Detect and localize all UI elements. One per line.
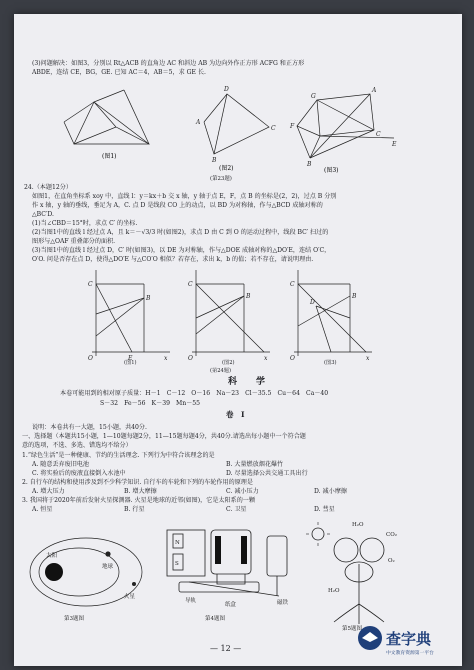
q24f3-label-c: C <box>290 281 295 288</box>
orbit-caption: 第3题图 <box>64 616 84 622</box>
q1-option-a: A. 随意丢弃废旧电池 <box>32 461 90 468</box>
q24f1-label-c: C <box>88 281 93 288</box>
ps-label-h2o-top: H₂O <box>352 522 364 528</box>
fig2-label-d: D <box>224 86 229 93</box>
q24f1-label-b: B <box>146 295 151 302</box>
magnet-label-s: S <box>175 561 179 567</box>
fig3-label-a: A <box>372 87 377 94</box>
section1-line1: 一、选择题（本题共15小题，1—10题每题2分，11—15题每题4分，共40分.请选出每小题中一个符合题 <box>22 433 306 440</box>
q24-figure-3 <box>286 266 376 364</box>
q24-part2-line2: 图形与△OAF 重叠部分的面积. <box>32 238 116 245</box>
q23-part3-line1: (3)问题解决：如图3，分别以 Rt△ACB 的直角边 AC 和斜边 AB 为边向外作正方形 ACFG 和正方形 <box>32 60 305 67</box>
q3-option-a: A. 恒星 <box>32 506 53 513</box>
exam-page <box>14 14 462 666</box>
volume-title: 卷 Ⅰ <box>226 410 245 419</box>
fig2-label-c: C <box>271 125 276 132</box>
page-number: — 12 — <box>210 644 242 653</box>
q24-part2-line1: (2)当图1中的直线 l 经过点 A，且 k＝－√3/3 时(如图2)，求点 D 由 C 到 O 的运动过程中，线段 BC′ 扫过的 <box>32 229 329 236</box>
watermark-logo <box>356 618 454 660</box>
q24-header: 24.（本题12分） <box>24 184 72 191</box>
q24-part3-line1: (3)当图1中的直线 l 经过点 D，C′ 时(如图3)，以 DE 为对称轴，作与△DOE 成轴对称的△DO′E，连结 O′C， <box>32 247 331 254</box>
instructions: 说明：本卷共有一大题，15小题，共40分. <box>32 424 147 431</box>
q24f2-label-x: x <box>264 355 268 362</box>
q23-figure-3 <box>282 78 402 174</box>
fig3-label-f: F <box>290 123 295 130</box>
q24-fig1-caption: (图1) <box>124 360 137 366</box>
orbit-label-sun: 太阳 <box>46 553 58 559</box>
magnet-caption: 第4题图 <box>205 616 225 622</box>
magnet-figure <box>159 522 309 624</box>
magnet-label-magnet: 磁铁 <box>277 600 289 606</box>
q1-option-b: B. 大量燃放烟花爆竹 <box>226 461 284 468</box>
q2-option-d: D. 减小摩擦 <box>314 488 347 495</box>
atomic-mass-line2: S－32 Fe－56 K－39 Mn－55 <box>100 400 201 407</box>
q3-option-b: B. 行星 <box>124 506 145 513</box>
photosynthesis-figure <box>304 514 414 632</box>
q2-option-c: C. 减小压力 <box>226 488 259 495</box>
q24-intro-line3: △BC′D. <box>32 211 54 218</box>
q23-fig3-caption: (图3) <box>324 167 339 174</box>
q24f3-label-x: x <box>366 355 370 362</box>
atomic-mass-line1: 本卷可能用到的相对原子质量：H－1 C－12 O－16 Na－23 Cl－35.5 Cu－64 Ca－40 <box>60 390 329 397</box>
magnet-label-n: N <box>175 540 180 546</box>
section-title: 科 学 <box>228 377 271 387</box>
ps-label-h2o: H₂O <box>328 588 340 594</box>
q24f1-label-x: x <box>164 355 168 362</box>
q24-intro-line2: 作 x 轴，y 轴的垂线，垂足为 A，C. 点 D 是线段 CO 上的动点，以 BD 为对称轴，作与△BCD 成轴对称的 <box>32 202 323 209</box>
q1-option-d: D. 尽量选择公共交通工具出行 <box>226 470 308 477</box>
magnet-label-rail: 导轨 <box>185 598 197 604</box>
ps-caption: 第5题图 <box>342 626 362 632</box>
section1-line2: 意的选项，不选、多选、错选均不给分） <box>22 442 132 449</box>
ps-label-o2: O₂ <box>388 558 395 564</box>
q3-option-d: D. 彗星 <box>314 506 335 513</box>
q24f2-label-c: C <box>188 281 193 288</box>
q1-option-c: C. 将实验后的废液直接倒入水池中 <box>32 470 126 477</box>
watermark-text: 查字典 <box>386 630 432 648</box>
q23-part3-line2: ABDE，连结 CE，BG，GE. 已知 AC＝4，AB＝5，求 GE 长. <box>32 69 206 76</box>
fig3-label-c: C <box>376 131 381 138</box>
q3-stem: 3. 我国将于2020年前后发射火星探测器. 火星是地球的近邻(如图)，它是太阳系的一颗 <box>22 497 255 504</box>
q2-stem: 2. 自行车的结构和使用涉及到不少科学知识. 自行车的车轮和下列的车轮作用的原理是 <box>22 479 253 486</box>
q24f3-label-d: D <box>310 299 315 306</box>
q1-stem: 1.“绿色生活”是一种健康、节约的生活理念. 下列行为中符合该理念的是 <box>22 452 215 459</box>
q24-part1: (1)当∠CBD＝15°时，求点 C′ 的坐标. <box>32 220 138 227</box>
q24-figure-2 <box>184 266 274 364</box>
q24-fig2-caption: (图2) <box>222 360 235 366</box>
fig3-label-b: B <box>307 161 312 168</box>
q3-option-c: C. 卫星 <box>226 506 247 513</box>
q24-fig3-caption: (图3) <box>324 360 337 366</box>
q24-caption: (第24题) <box>210 368 232 374</box>
ps-label-co2: CO₂ <box>386 532 397 538</box>
q24-part3-line2: O′O. 问是否存在点 D，使得△DO′E 与△CO′O 相似？若存在，求出 k，b 的值；若不存在，请说明理由. <box>32 256 314 263</box>
orbit-figure <box>24 524 154 624</box>
fig2-label-a: A <box>196 119 201 126</box>
q23-fig1-caption: (图1) <box>102 153 117 160</box>
q24f3-label-o: O <box>290 355 295 362</box>
q23-figure-2 <box>179 82 279 172</box>
q2-option-b: B. 增大摩擦 <box>124 488 157 495</box>
q23-figure-1 <box>54 82 174 162</box>
q24f1-label-e: E <box>128 355 133 362</box>
fig2-label-b: B <box>212 157 217 164</box>
fig3-label-g: G <box>311 93 316 100</box>
fig3-label-e: E <box>392 141 397 148</box>
orbit-label-mars: 火星 <box>124 594 136 600</box>
q24-intro-line1: 如图1，在直角坐标系 xoy 中，直线 l：y＝kx＋b 交 x 轴，y 轴于点 E，F，点 B 的坐标是(2，2)，过点 B 分别 <box>32 193 337 200</box>
q24-figure-1 <box>84 266 174 364</box>
q2-option-a: A. 增大压力 <box>32 488 65 495</box>
watermark-sub: 中文教育资源第一平台 <box>386 651 434 656</box>
q24f1-label-o: O <box>88 355 93 362</box>
q23-fig2-caption: (图2) <box>219 165 234 172</box>
orbit-label-earth: 地球 <box>102 564 114 570</box>
magnet-label-block: 纸盒 <box>225 602 237 608</box>
q24f2-label-o: O <box>188 355 193 362</box>
q24f3-label-b: B <box>352 293 357 300</box>
q24f2-label-b: B <box>246 293 251 300</box>
q23-caption: (第23题) <box>210 176 232 182</box>
